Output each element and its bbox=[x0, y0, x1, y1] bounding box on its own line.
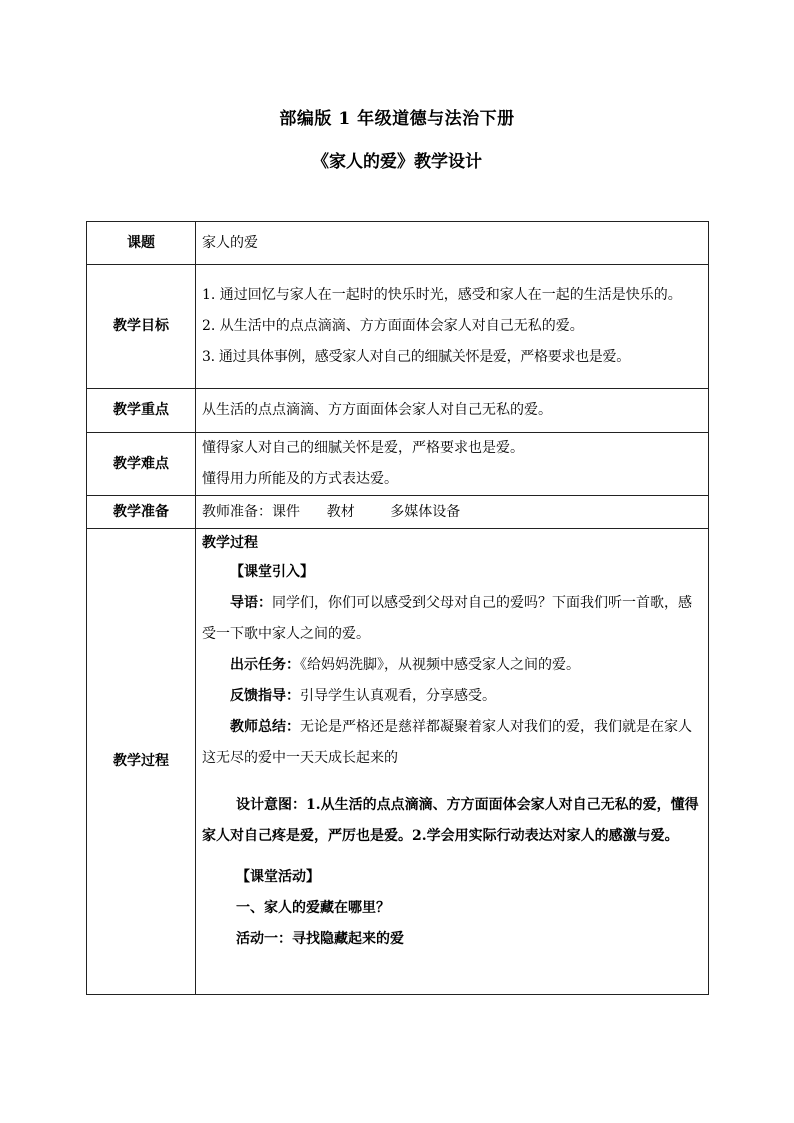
difficulty-item: 懂得用力所能及的方式表达爱。 bbox=[202, 471, 398, 487]
difficulty-item: 懂得家人对自己的细腻关怀是爱，严格要求也是爱。 bbox=[202, 440, 524, 456]
goals-label: 教学目标 bbox=[87, 265, 196, 389]
feedback-text: 引导学生认真观看，分享感受。 bbox=[300, 688, 496, 704]
preparation-value: 教师准备：课件 教材 多媒体设备 bbox=[196, 496, 709, 529]
summary-text: 无论是严格还是慈祥都凝聚着家人对我们的爱，我们就是在家人这无尽的爱中一天天成长起来的 bbox=[202, 719, 692, 766]
table-row-process bbox=[87, 529, 709, 995]
preparation-label: 教学准备 bbox=[87, 496, 196, 529]
activity-item: 活动一：寻找隐藏起来的爱 bbox=[236, 931, 404, 947]
goal-item: 1. 通过回忆与家人在一起时的快乐时光，感受和家人在一起的生活是快乐的。 bbox=[202, 287, 682, 303]
topic-label: 课题 bbox=[87, 222, 196, 265]
table-row-difficulties bbox=[87, 433, 709, 496]
key-points-label: 教学重点 bbox=[87, 389, 196, 433]
document-subtitle: 《家人的爱》教学设计 bbox=[312, 152, 482, 172]
difficulties-cell bbox=[196, 433, 709, 496]
intro-title: 【课堂引入】 bbox=[230, 564, 314, 580]
lead-text: 同学们，你们可以感受到父母对自己的爱吗？下面我们听一首歌，感受一下歌中家人之间的爱。 bbox=[202, 595, 692, 642]
table-row-topic bbox=[87, 222, 709, 265]
spacer bbox=[202, 852, 702, 862]
task-label: 出示任务： bbox=[230, 657, 300, 673]
process-heading: 教学过程 bbox=[202, 535, 258, 551]
feedback-paragraph bbox=[202, 681, 702, 712]
table-row-key-points bbox=[87, 389, 709, 433]
lead-paragraph bbox=[202, 588, 702, 650]
topic-value: 家人的爱 bbox=[196, 222, 709, 265]
summary-paragraph bbox=[202, 712, 702, 774]
document-title: 部编版 1 年级道德与法治下册 bbox=[279, 109, 515, 129]
feedback-label: 反馈指导： bbox=[230, 688, 300, 704]
section-title: 一、家人的爱藏在哪里？ bbox=[236, 900, 390, 916]
design-intent: 设计意图：1.从生活的点点滴滴、方方面面体会家人对自己无私的爱，懂得家人对自己疼是爱，严厉也是爱。2.学会用实际行动表达对家人的感激与爱。 bbox=[202, 797, 699, 844]
key-points-value: 从生活的点点滴滴、方方面面体会家人对自己无私的爱。 bbox=[196, 389, 709, 433]
goal-item: 2. 从生活中的点点滴滴、方方面面体会家人对自己无私的爱。 bbox=[202, 318, 584, 334]
spacer bbox=[202, 774, 702, 790]
lesson-plan-table bbox=[86, 221, 709, 995]
summary-label: 教师总结： bbox=[230, 719, 300, 735]
task-text: 《给妈妈洗脚》，从视频中感受家人之间的爱。 bbox=[300, 657, 580, 673]
process-label: 教学过程 bbox=[87, 529, 196, 995]
lead-label: 导语： bbox=[230, 595, 272, 611]
activity-title: 【课堂活动】 bbox=[236, 869, 320, 885]
task-paragraph bbox=[202, 650, 702, 681]
table-row-preparation bbox=[87, 496, 709, 529]
table-row-goals bbox=[87, 265, 709, 389]
goal-item: 3. 通过具体事例，感受家人对自己的细腻关怀是爱，严格要求也是爱。 bbox=[202, 349, 630, 365]
process-cell bbox=[196, 529, 709, 995]
goals-cell bbox=[196, 265, 709, 389]
difficulties-label: 教学难点 bbox=[87, 433, 196, 496]
